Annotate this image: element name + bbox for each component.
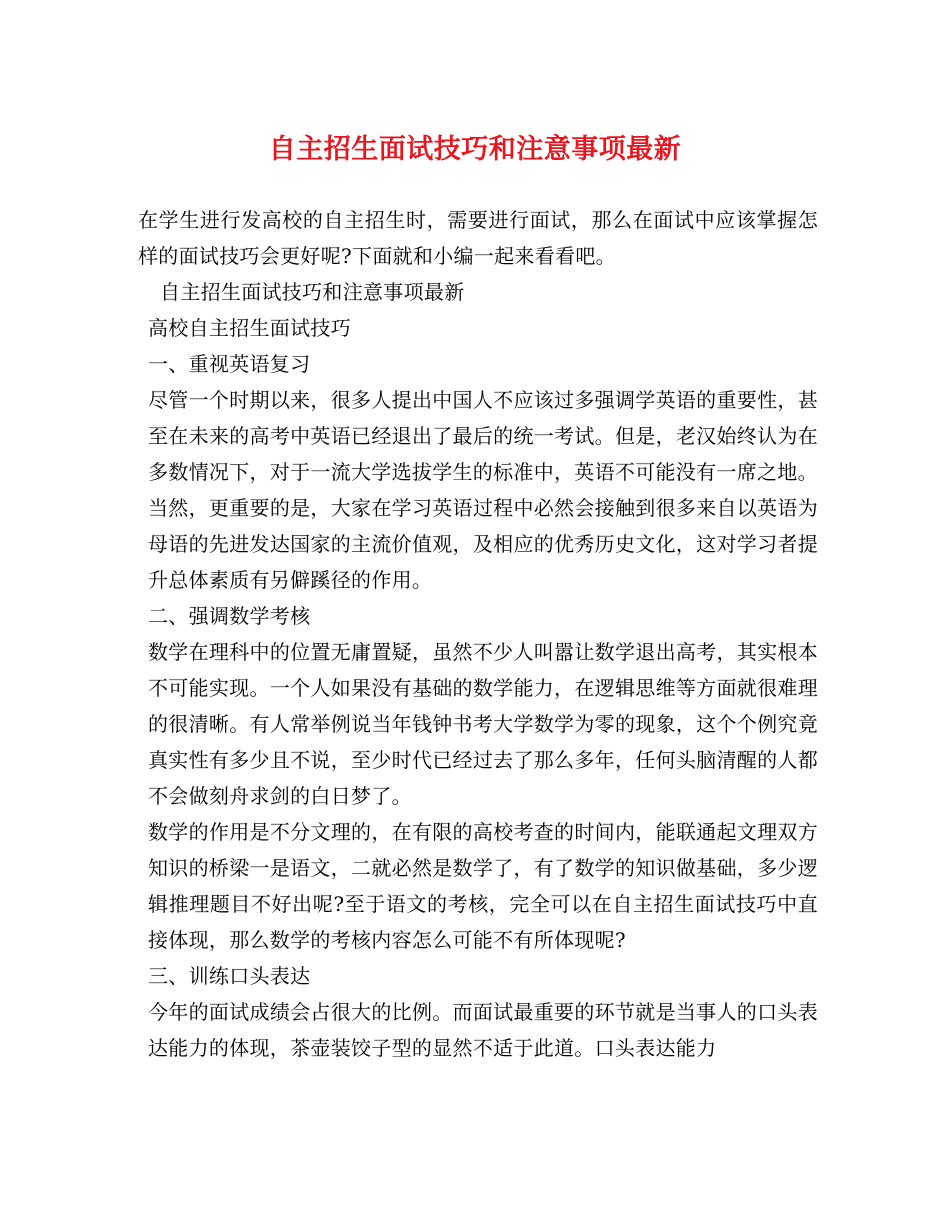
heading-speaking: 三、训练口头表达 — [148, 964, 311, 988]
heading-english: 一、重视英语复习 — [148, 352, 311, 376]
intro-paragraph: 在学生进行发高校的自主招生时，需要进行面试，那么在面试中应该掌握怎样的面试技巧会更好呢?下面就和小编一起来看看吧。 — [138, 208, 818, 268]
document-body — [138, 202, 818, 1066]
paragraph-english-2: 当然，更重要的是，大家在学习英语过程中必然会接触到很多来自以英语为母语的先进发达国家的主流价值观，及相应的优秀历史文化，这对学习者提升总体素质有另僻蹊径的作用。 — [148, 496, 818, 592]
heading-math: 二、强调数学考核 — [148, 604, 311, 628]
subtitle-line: 自主招生面试技巧和注意事项最新 — [160, 280, 465, 304]
paragraph-math-1: 数学在理科中的位置无庸置疑，虽然不少人叫嚣让数学退出高考，其实根本不可能实现。一个人如果没有基础的数学能力，在逻辑思维等方面就很难理的很清晰。有人常举例说当年钱钟书考大学数学为零的现象，这个个例究竟真实性有多少且不说，至少时代已经过去了那么多年，任何头脑清醒的人都不会做刻舟求剑的白日梦了。 — [148, 640, 818, 808]
paragraph-speaking-1: 今年的面试成绩会占很大的比例。而面试最重要的环节就是当事人的口头表达能力的体现，茶壶装饺子型的显然不适于此道。口头表达能力 — [148, 1000, 818, 1060]
section-heading: 高校自主招生面试技巧 — [148, 316, 351, 340]
document-title: 自主招生面试技巧和注意事项最新 — [268, 134, 682, 165]
paragraph-english-1: 尽管一个时期以来，很多人提出中国人不应该过多强调学英语的重要性，甚至在未来的高考中英语已经退出了最后的统一考试。但是，老汉始终认为在多数情况下，对于一流大学选拔学生的标准中，英语不可能没有一席之地。 — [148, 388, 818, 484]
paragraph-math-2: 数学的作用是不分文理的，在有限的高校考查的时间内，能联通起文理双方知识的桥梁一是语文，二就必然是数学了，有了数学的知识做基础，多少逻辑推理题目不好出呢?至于语文的考核，完全可以在自主招生面试技巧中直接体现，那么数学的考核内容怎么可能不有所体现呢? — [148, 820, 818, 952]
